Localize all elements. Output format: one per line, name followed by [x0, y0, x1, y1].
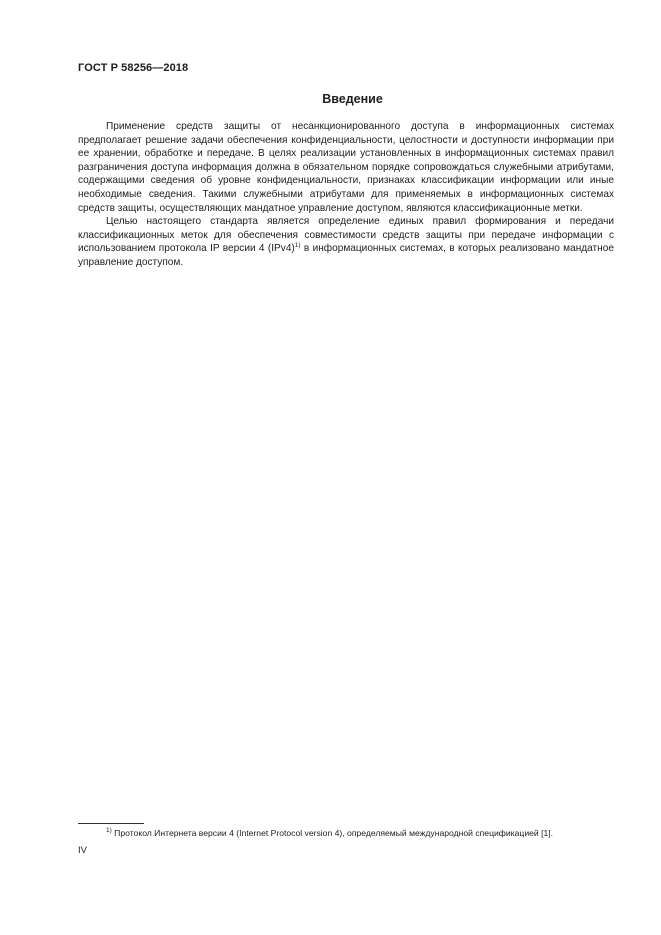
section-title: [0, 92, 661, 106]
footnote-text: Протокол Интернета версии 4 (Internet Protocol version 4), определяемый международной спецификацией [1].: [111, 828, 554, 838]
paragraph-2: [78, 215, 614, 269]
footnote: [78, 828, 614, 839]
section-title-text: Введение: [322, 92, 383, 106]
paragraph-1: Применение средств защиты от несанкционированного доступа в информационных системах предполагает решение задачи обеспечения конфиденциальности, целостности и доступности информации при ее хранении, обработке и передаче. В целях реализации установленных в информационных системах правил разграничения доступа информация должна в обязательном порядке сопровождаться служебными атрибутами, содержащими сведения об уровне конфиденциальности, признаках классификации информации или иные необходимые сведения. Такими служебными атрибутами для применяемых в информационных системах средств защиты, осуществляющих мандатное управление доступом, являются классификационные метки.: [78, 121, 614, 214]
footnote-reference[interactable]: 1): [294, 242, 301, 250]
page-number: IV: [78, 845, 87, 856]
paragraph-2-text-start: Целью настоящего стандарта является определение единых правил формирования и передачи классификационных меток для обеспечения совместимости средств защиты при передаче информации с использованием протокола IP версии 4 (IPv4): [78, 216, 614, 255]
footnote-separator: [78, 823, 144, 824]
footnote-marker: 1): [106, 827, 112, 834]
paragraph-2-text-end: в информационных системах, в которых реализовано мандатное управление доступом.: [78, 243, 614, 268]
standard-code: ГОСТ Р 58256—2018: [78, 62, 189, 74]
introduction-body: [78, 120, 614, 270]
